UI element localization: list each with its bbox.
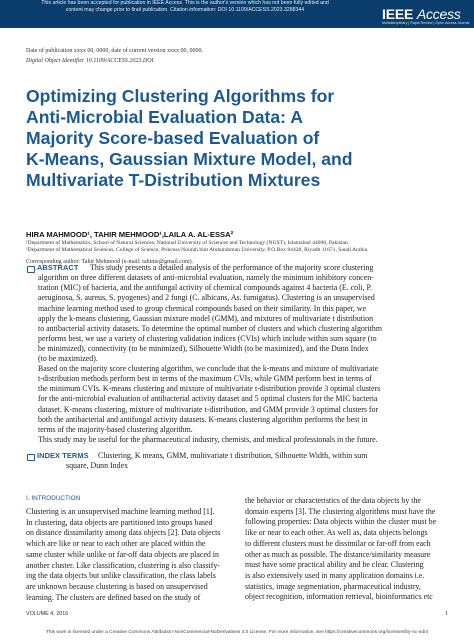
body-line: are unknown because clustering is based on unsupervised bbox=[26, 581, 208, 591]
abstract-line: for the anti-microbial evaluation of antibacterial activity dataset and 5 optimal clusters for the MIC bacteria bbox=[38, 394, 378, 404]
abstract-line: (to be maximized). bbox=[38, 354, 98, 364]
brand-tagline: Multidisciplinary | Rapid Review | Open Access Journal bbox=[382, 21, 470, 25]
abstract-line: algorithm on three different datasets of anti-microbial evaluation, namely the minimum inhibitory concen- bbox=[38, 273, 374, 283]
body-line: is also extensively used in many application domains i.e. bbox=[245, 570, 425, 580]
abstract-line: aeruginosa, S. aureus, S. pyogenes) and 2 fungi (C. albicans, As. fumigatus). Clustering is an unsupervised bbox=[38, 293, 375, 303]
body-line: domain experts [3]. The clustering algorithms must have the bbox=[245, 506, 436, 516]
abstract-line: the minimum CVIs. K-means clustering and mixture of multivariate t-distribution provide 3 optimal clusters bbox=[38, 384, 381, 394]
section-heading: I. INTRODUCTION bbox=[26, 495, 81, 502]
abstract-line: This study presents a detailed analysis of the performance of the majority score clustering bbox=[90, 263, 374, 272]
body-line: on distance dissimilarity among data objects [2]. Data objects bbox=[26, 528, 221, 538]
corresponding-author: Corresponding author: Tahir Mehmood (e-mail: tahime@gmail.com). bbox=[26, 259, 194, 265]
journal-banner bbox=[0, 0, 474, 28]
page-number: 1 bbox=[445, 611, 448, 617]
abstract-line: be minimized), connectivity (to be minimized), Silhouette Width (to be maximized), and the Dunn Index bbox=[38, 344, 369, 354]
abstract-line: terms of the majority-based clustering algorithm. bbox=[38, 424, 193, 434]
body-line: must have some practical ability and be clear. Clustering bbox=[245, 560, 424, 570]
logo-access-text: Access bbox=[416, 6, 461, 22]
body-line: like or near to each other. As well as, data objects belongs bbox=[245, 528, 428, 538]
body-line: to different clusters must be dissimilar or far-off from each bbox=[245, 538, 431, 548]
acceptance-note-line: This article has been accepted for publication in IEEE Access. This is the author's version which has not been fully edited and bbox=[41, 0, 329, 6]
title-line: Multivariate T-Distribution Mixtures bbox=[26, 170, 321, 190]
intro-left-column bbox=[26, 507, 230, 603]
abstract-line: performs best, we use a variety of clustering validation indices (CVIs) which include within sum square (to bbox=[38, 334, 377, 344]
index-terms-line: Clustering, K means, GMM, multivariate t distribution, Silhouette Width, within sum bbox=[98, 451, 368, 460]
logo-ieee-text: IEEE bbox=[382, 6, 414, 22]
body-line: which are like or near to each other are placed within the bbox=[26, 539, 206, 549]
ieee-access-logo bbox=[382, 6, 461, 22]
abstract-paragraph-1 bbox=[38, 263, 450, 365]
doi-text: Digital Object Identifier 10.1109/ACCESS.2023.DOI bbox=[26, 58, 154, 64]
body-line: Clustering is an unsupervised machine learning method [1]. bbox=[26, 507, 215, 516]
affiliation: ²Department of Mathematical Sciences, College of Science, Princess Nourah bint Abdulrahman University, P.O.Box 84428, Riyadh 11671, Saudi Arabia bbox=[26, 247, 368, 253]
paper-title bbox=[26, 86, 446, 191]
abstract-heading: ABSTRACT bbox=[37, 263, 79, 272]
index-terms bbox=[38, 451, 450, 471]
abstract-line: machine learning method used to group chemical compounds based on their similarity. In this paper, we bbox=[38, 303, 367, 313]
body-line: same cluster while unlike or far-off data objects are placed in bbox=[26, 549, 219, 559]
abstract-line: Based on the majority score clustering algorithm, we conclude that the k-means and mixture of multivariate bbox=[38, 364, 379, 373]
affiliation: ¹Department of Mathematics, School of Natural Sciences, National University of Sciences and Technology (NUST), Islamabad 44000, Pakistan bbox=[26, 240, 348, 246]
body-line: other as much as possible. The distance/similarity measure bbox=[245, 549, 431, 559]
index-terms-line: square, Dunn Index bbox=[66, 461, 129, 471]
body-line: statistics, image segmentation, pharmaceutical industry, bbox=[245, 581, 421, 591]
abstract-line: This study may be useful for the pharmaceutical industry, chemists, and medical professionals in the future. bbox=[38, 435, 378, 445]
body-line: learning. The clusters are defined based on the study of bbox=[26, 592, 201, 602]
abstract-line: apply the k-means clustering, Gaussian mixture model (GMM), and mixtures of multivariate t distribution bbox=[38, 313, 374, 323]
volume-label: VOLUME 4, 2016 bbox=[26, 611, 69, 617]
abstract-paragraph-2 bbox=[38, 364, 450, 445]
abstract-line: dataset. K-means clustering, mixture of multivariate t-distribution, and GMM provide 3 optimal clusters for bbox=[38, 404, 379, 414]
abstract-line: to antibacterial activity datasets. To determine the optimal number of clusters and which clustering algorithm bbox=[38, 323, 382, 333]
body-line: another cluster. Like classification, clustering is also classify- bbox=[26, 560, 220, 570]
author-list: HIRA MAHMOOD¹, TAHIR MEHMOOD¹,LAILA A. AL-ESSA² bbox=[26, 230, 234, 239]
title-line: Majority Score-based Evaluation of bbox=[26, 128, 320, 148]
title-line: Optimizing Clustering Algorithms for bbox=[26, 86, 335, 106]
abstract-line: tration (MIC) of bacteria, and the antifungal activity of chemical compounds against 4 bacteria (E. coli, P. bbox=[38, 283, 372, 293]
title-line: K-Means, Gaussian Mixture Model, and bbox=[26, 149, 353, 169]
index-terms-heading: INDEX TERMS bbox=[37, 451, 89, 460]
abstract-line: t-distribution methods perform best in terms of the maximum CVIs, while GMM perform best in terms of bbox=[38, 374, 372, 384]
body-line: the behavior or characteristics of the data objects by the bbox=[245, 496, 421, 505]
publication-dates: Date of publication xxxx 00, 0000, date of current version xxxx 00, 0000. bbox=[26, 48, 203, 54]
license-note: This work is licensed under a Creative Commons Attribution-NonCommercial-NoDerivatives 4.0 License. For more information, see https://creativecommons.org/licenses/by-nc-nd/4 bbox=[45, 630, 429, 635]
title-line: Anti-Microbial Evaluation Data: A bbox=[26, 107, 303, 127]
body-line: ing the data objects but unlike classification, the class labels bbox=[26, 571, 216, 581]
abstract-marker-icon bbox=[27, 266, 35, 273]
body-line: In clustering, data objects are partitioned into groups based bbox=[26, 517, 213, 527]
body-line: object recognition, information retrieval, bioinformatics etc bbox=[245, 592, 433, 602]
acceptance-note bbox=[0, 0, 370, 14]
abstract-line: both the antibacterial and antifungal activity datasets. K-means clustering algorithm performs the best in bbox=[38, 414, 368, 424]
intro-right-column bbox=[245, 496, 449, 603]
body-line: following properties: Data objects within the cluster must be bbox=[245, 517, 437, 527]
index-terms-marker-icon bbox=[27, 454, 35, 461]
acceptance-note-line: content may change prior to final publication. Citation information: DOI 10.1109/ACCESS.2023.3288344 bbox=[65, 7, 305, 13]
doi-line bbox=[26, 58, 154, 64]
